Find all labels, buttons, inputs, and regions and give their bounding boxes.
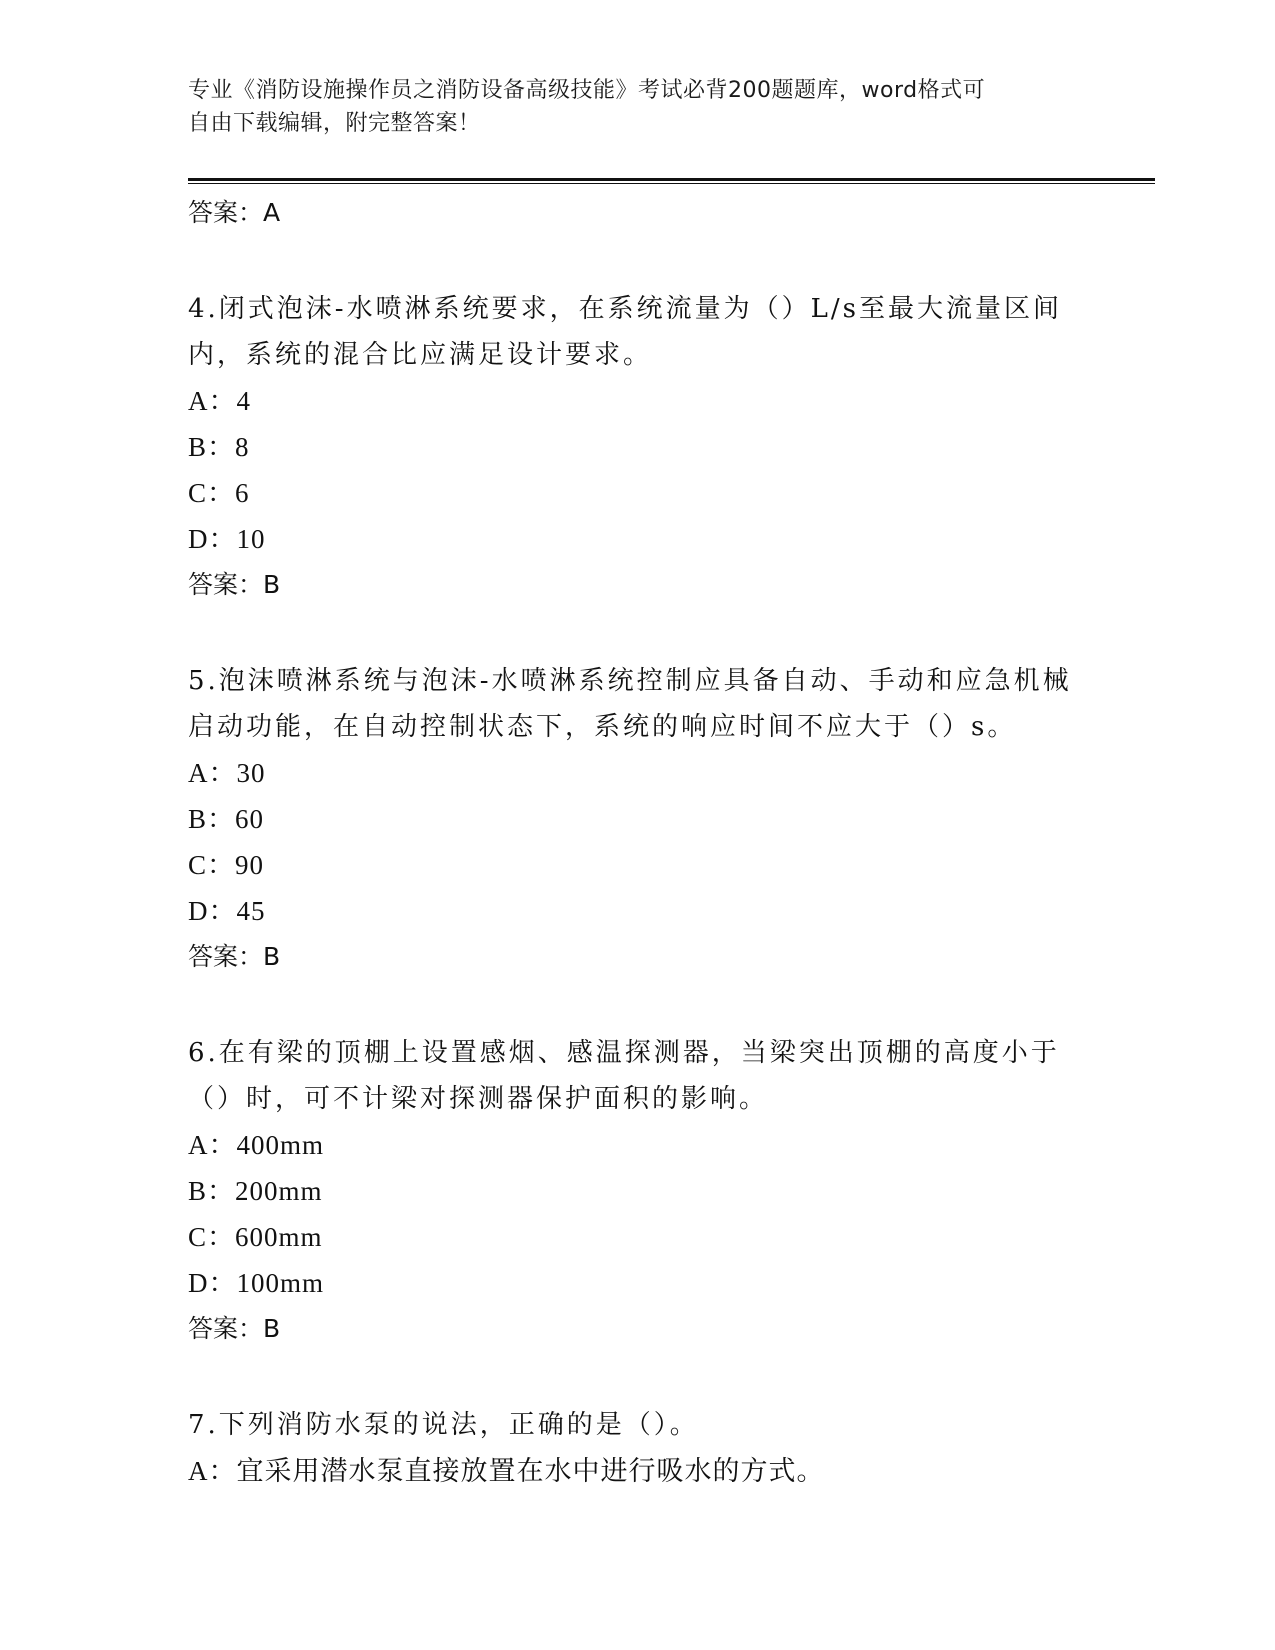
question-item	[188, 1030, 1155, 1352]
question-stem	[188, 1402, 1155, 1448]
header-divider-thin	[188, 183, 1155, 184]
stem-line: 5.泡沫喷淋系统与泡沫-水喷淋系统控制应具备自动、手动和应急机械	[188, 666, 1072, 696]
answer-line: 答案：A	[188, 198, 281, 227]
question-item	[188, 658, 1155, 980]
answer-line: 答案：B	[188, 942, 281, 971]
question-stem	[188, 658, 1155, 750]
question-list	[188, 190, 1155, 1494]
option-a: A：400mm	[188, 1130, 325, 1160]
document-header	[188, 74, 1088, 140]
stem-line: 4.闭式泡沫-水喷淋系统要求，在系统流量为（）L/s至最大流量区间	[188, 294, 1062, 324]
answer-line: 答案：B	[188, 570, 281, 599]
option-c: C：600mm	[188, 1222, 323, 1252]
stem-line: 6.在有梁的顶棚上设置感烟、感温探测器，当梁突出顶棚的高度小于	[188, 1038, 1060, 1068]
stem-line: （）时，可不计梁对探测器保护面积的影响。	[188, 1084, 769, 1114]
option-b: B：8	[188, 432, 250, 462]
option-d: D：45	[188, 896, 266, 926]
answer-line: 答案：B	[188, 1314, 281, 1343]
option-b: B：60	[188, 804, 265, 834]
question-stem	[188, 286, 1155, 378]
option-b: B：200mm	[188, 1176, 323, 1206]
stem-line: 启动功能，在自动控制状态下，系统的响应时间不应大于（）s。	[188, 712, 1017, 742]
option-a: A：宜采用潜水泵直接放置在水中进行吸水的方式。	[188, 1456, 825, 1486]
option-d: D：10	[188, 524, 266, 554]
option-c: C：90	[188, 850, 265, 880]
stem-line: 7.下列消防水泵的说法，正确的是（）。	[188, 1410, 699, 1440]
option-c: C：6	[188, 478, 250, 508]
header-line: 专业《消防设施操作员之消防设备高级技能》考试必背200题题库，word格式可	[188, 78, 986, 103]
stem-line: 内，系统的混合比应满足设计要求。	[188, 340, 653, 370]
option-a: A：30	[188, 758, 266, 788]
option-a: A：4	[188, 386, 251, 416]
option-d: D：100mm	[188, 1268, 325, 1298]
header-line: 自由下载编辑，附完整答案！	[188, 111, 481, 136]
question-stem	[188, 1030, 1155, 1122]
header-divider	[188, 178, 1155, 181]
question-item	[188, 286, 1155, 608]
question-item	[188, 1402, 1155, 1494]
